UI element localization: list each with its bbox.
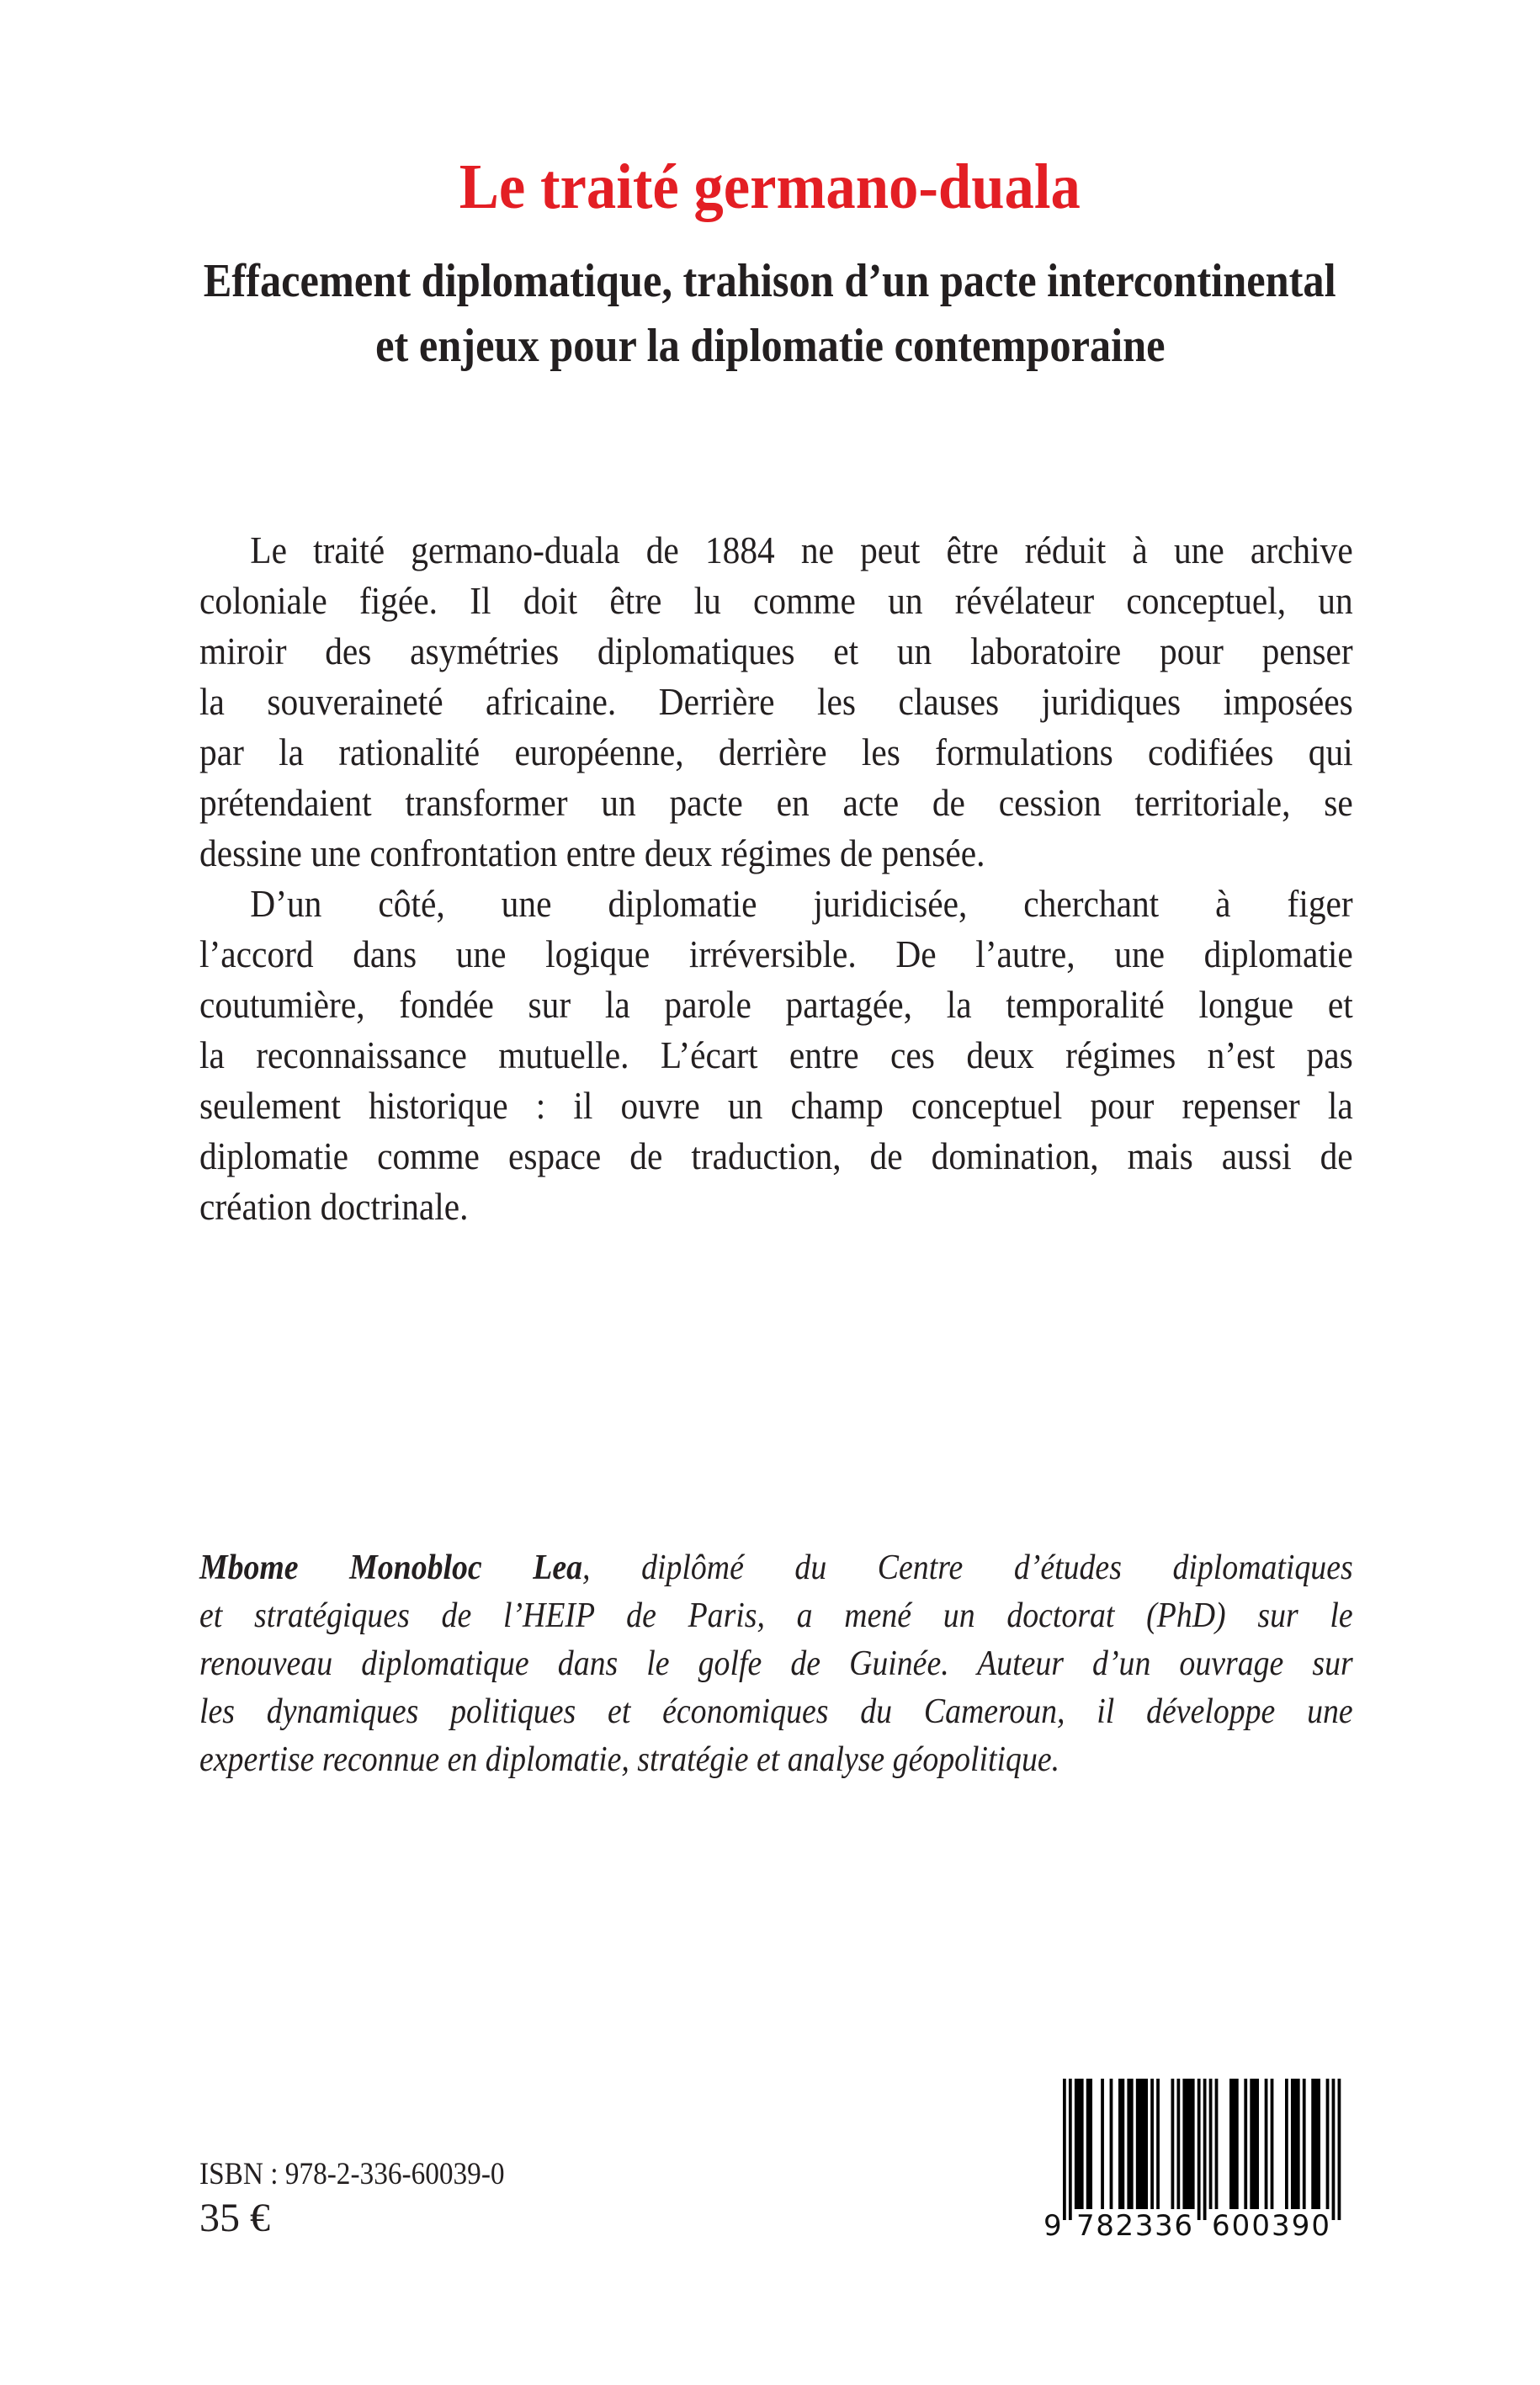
bio-line: renouveau diplomatique dans le golfe de Guinée. Auteur d’un ouvrage sur xyxy=(199,1644,1353,1683)
subtitle-line-1-text: Effacement diplomatique, trahison d’un pacte intercontinental xyxy=(204,255,1336,307)
bio-line: et stratégiques de l’HEIP de Paris, a mené un doctorat (PhD) sur le xyxy=(199,1596,1353,1635)
isbn-barcode xyxy=(1035,2079,1355,2243)
text-line: coloniale figée. Il doit être lu comme un révélateur conceptuel, un xyxy=(199,579,1353,622)
bio-line-text: , diplômé du Centre d’études diplomatiques xyxy=(582,1548,1353,1587)
subtitle-line-2 xyxy=(0,314,1540,379)
barcode-first-digit: 9 xyxy=(1043,2209,1062,2243)
isbn-label: ISBN : 978-2-336-60039-0 xyxy=(199,2157,505,2191)
text-line: miroir des asymétries diplomatiques et un laboratoire pour penser xyxy=(199,629,1353,672)
text-line: par la rationalité européenne, derrière les formulations codifiées qui xyxy=(199,730,1353,773)
text-line: Le traité germano-duala de 1884 ne peut être réduit à une archive xyxy=(250,529,1353,571)
book-subtitle xyxy=(0,249,1540,379)
subtitle-line-1 xyxy=(0,249,1540,314)
barcode-left-digits: 782336 xyxy=(1076,2209,1192,2243)
bio-line: les dynamiques politiques et économiques du Cameroun, il développe une xyxy=(199,1692,1353,1731)
text-line: seulement historique : il ouvre un champ conceptuel pour repenser la xyxy=(199,1084,1353,1127)
bio-line: expertise reconnue en diplomatie, stratégie et analyse géopolitique. xyxy=(199,1740,1060,1779)
barcode-icon xyxy=(1035,2079,1355,2243)
bio-line xyxy=(199,1544,1353,1592)
text-line: la reconnaissance mutuelle. L’écart entre ces deux régimes n’est pas xyxy=(199,1033,1353,1076)
book-title-text: Le traité germano-duala xyxy=(459,151,1081,222)
author-name: Mbome Monobloc Lea xyxy=(199,1548,583,1587)
summary-paragraph-2 xyxy=(199,879,1353,1232)
subtitle-line-2-text: et enjeux pour la diplomatie contemporaine xyxy=(374,320,1166,372)
book-title xyxy=(0,149,1540,225)
price-label: 35 € xyxy=(199,2196,270,2240)
text-line: dessine une confrontation entre deux régimes de pensée. xyxy=(199,831,985,874)
text-line: coutumière, fondée sur la parole partagée, la temporalité longue et xyxy=(199,983,1353,1026)
text-line: prétendaient transformer un pacte en acte de cession territoriale, se xyxy=(199,781,1353,824)
text-line: création doctrinale. xyxy=(199,1185,469,1228)
text-line: diplomatie comme espace de traduction, de domination, mais aussi de xyxy=(199,1134,1353,1177)
author-bio xyxy=(199,1544,1353,1784)
text-line: D’un côté, une diplomatie juridicisée, cherchant à figer xyxy=(250,882,1353,925)
barcode-right-digits: 600390 xyxy=(1212,2209,1330,2243)
text-line: l’accord dans une logique irréversible. De l’autre, une diplomatie xyxy=(199,932,1353,975)
summary-paragraph-1 xyxy=(199,525,1353,879)
text-line: la souveraineté africaine. Derrière les clauses juridiques imposées xyxy=(199,680,1353,723)
